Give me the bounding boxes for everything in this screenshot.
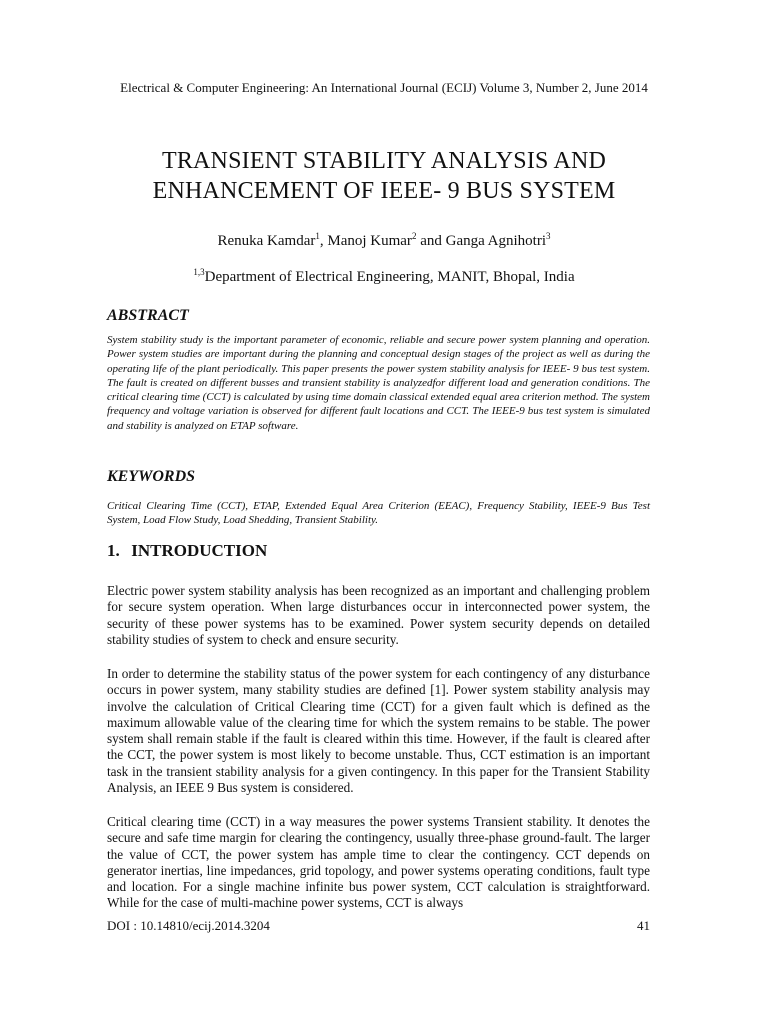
keywords-text: Critical Clearing Time (CCT), ETAP, Extended Equal Area Criterion (EEAC), Frequency Stability, IEEE-9 Bus Test System, Load Flow Study, Load Shedding, Transient Stability. <box>107 500 650 527</box>
title-line-2: ENHANCEMENT OF IEEE- 9 BUS SYSTEM <box>152 178 616 204</box>
affiliation-text: Department of Electrical Engineering, MANIT, Bhopal, India <box>204 269 575 285</box>
author-list <box>0 232 768 250</box>
doi-footer: DOI : 10.14810/ecij.2014.3204 <box>107 918 270 933</box>
author-name: Renuka Kamdar <box>217 233 316 249</box>
author-affil-mark: 3 <box>546 231 551 241</box>
author-affil-mark: 1 <box>315 231 320 241</box>
intro-paragraph-3: Critical clearing time (CCT) in a way measures the power systems Transient stability. It denotes the secure and safe time margin for clearing the contingency, usually three-phase ground-fault. The larger the value of CCT, the power system has ample time to clear the contingency. CCT depends on generator inertias, line impedances, grid topology, and power systems operating conditions, fault type and location. For a single machine infinite bus power system, CCT calculation is straightforward. While for the case of multi-machine power systems, CCT is always <box>107 814 650 911</box>
introduction-heading <box>107 541 267 561</box>
author-separator: and <box>416 233 446 249</box>
abstract-text: System stability study is the important parameter of economic, reliable and secure power system planning and operation. Power system studies are important during the planning and conceptual design stages of the project as well as during the operating life of the plant periodically. This paper presents the power system stability analysis for IEEE- 9 bus test system. The fault is created on different busses and transient stability is analyzedfor different load and generation conditions. The critical clearing time (CCT) is calculated by using time domain classical extended equal area criterion method. The system frequency and voltage variation is observed for different fault locations and CCT. The IEEE-9 bus test system is simulated and stability is analyzed on ETAP software. <box>107 334 650 432</box>
author-affil-mark: 2 <box>411 231 417 241</box>
journal-header: Electrical & Computer Engineering: An International Journal (ECIJ) Volume 3, Number 2, June 2014 <box>120 80 648 95</box>
section-number: 1. <box>107 541 120 560</box>
author-separator: , <box>319 233 328 249</box>
author-name: Manoj Kumar <box>327 233 412 249</box>
author-name: Ganga Agnihotri <box>445 233 547 249</box>
intro-paragraph-1: Electric power system stability analysis has been recognized as an important and challenging problem for secure system operation. When large disturbances occur in interconnected power system, the security of these power systems has to be examined. Power system security depends on detailed stability studies of system to check and ensure security. <box>107 583 650 647</box>
affiliation <box>0 268 768 286</box>
section-title: INTRODUCTION <box>131 541 268 560</box>
title-line-1: TRANSIENT STABILITY ANALYSIS AND <box>161 148 607 174</box>
paper-title <box>60 146 708 206</box>
keywords-heading: KEYWORDS <box>107 468 196 485</box>
page-number: 41 <box>637 918 650 933</box>
intro-paragraph-2: In order to determine the stability status of the power system for each contingency of any disturbance occurs in power system, many stability studies are defined [1]. Power system stability analysis may involve the calculation of Critical Clearing time (CCT) for a given fault which is defined as the maximum allowable value of the clearing time for which the system remains to be stable. The power system shall remain stable if the fault is cleared within this time. However, if the fault is cleared after the CCT, the power system is most likely to become unstable. Thus, CCT estimation is an important task in the transient stability analysis for a given contingency. In this paper for the Transient Stability Analysis, an IEEE 9 Bus system is considered. <box>107 666 650 796</box>
abstract-heading: ABSTRACT <box>107 307 189 324</box>
affiliation-mark: 1,3 <box>193 267 205 277</box>
